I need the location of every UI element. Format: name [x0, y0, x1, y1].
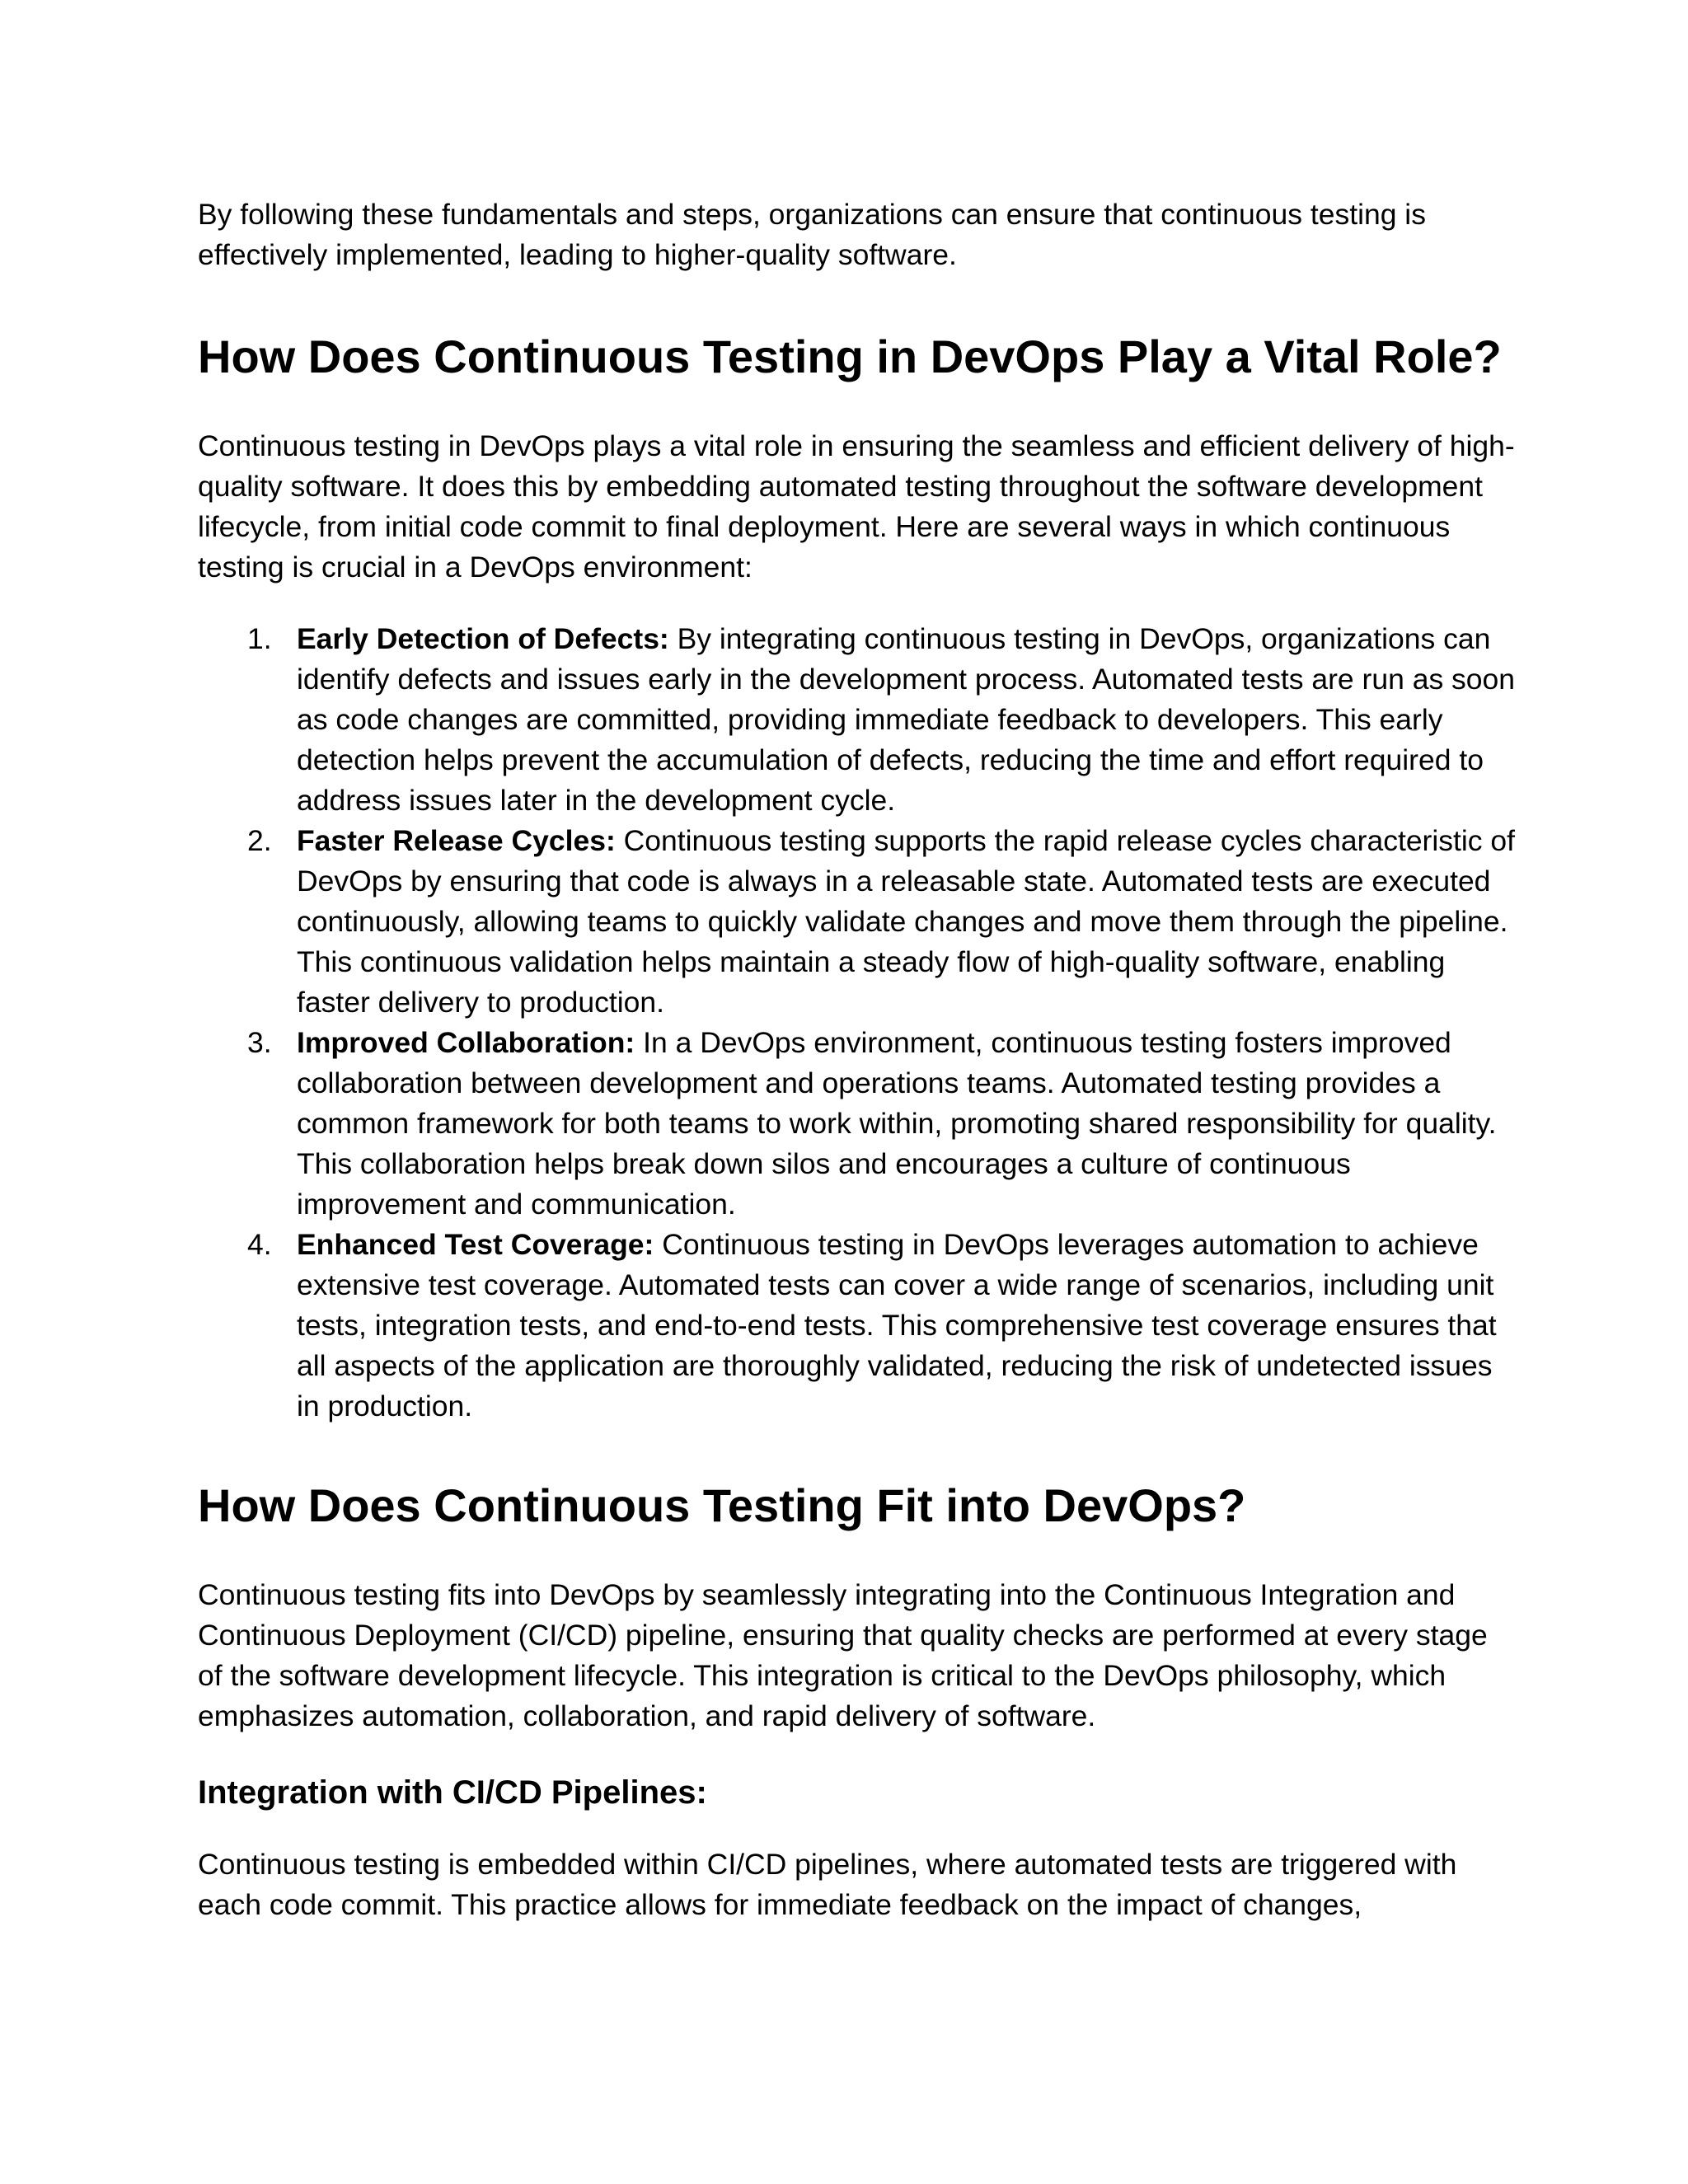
list-item-title: Faster Release Cycles:: [297, 824, 616, 857]
list-item: [198, 619, 1517, 821]
document-page: [198, 194, 1517, 1925]
list-item: [198, 821, 1517, 1023]
section-heading-fit-devops: How Does Continuous Testing Fit into DevOps?: [198, 1479, 1246, 1531]
intro-paragraph: By following these fundamentals and steps, organizations can ensure that continuous testing is effectively implemented, leading to higher-quality software.: [198, 198, 1426, 271]
list-item-text: By integrating continuous testing in DevOps, organizations can identify defects and issues early in the development process. Automated tests are run as soon as code changes are committed, providing immediate feedback to developers. This early detection helps prevent the accumulation of defects, reducing the time and effort required to address issues later in the development cycle.: [297, 622, 1516, 817]
fit-devops-paragraph: Continuous testing fits into DevOps by seamlessly integrating into the Continuous Integration and Continuous Deployment (CI/CD) pipeline, ensuring that quality checks are performed at every stage of the software development lifecycle. This integration is critical to the DevOps philosophy, which emphasizes automation, collaboration, and rapid delivery of software.: [198, 1578, 1488, 1732]
list-item-number: 4.: [247, 1228, 272, 1261]
list-item: [198, 1225, 1517, 1427]
cicd-paragraph: Continuous testing is embedded within CI/CD pipelines, where automated tests are triggered with each code commit. This practice allows for immediate feedback on the impact of changes,: [198, 1848, 1457, 1921]
list-item-text: Continuous testing supports the rapid release cycles characteristic of DevOps by ensuring that code is always in a releasable state. Automated tests are executed continuously, allowing teams to quickly validate changes and move them through the pipeline. This continuous validation helps maintain a steady flow of high-quality software, enabling faster delivery to production.: [297, 824, 1515, 1019]
list-item-number: 3.: [247, 1026, 272, 1059]
list-item-title: Improved Collaboration:: [297, 1026, 635, 1059]
list-item-text: In a DevOps environment, continuous testing fosters improved collaboration between development and operations teams. Automated testing provides a common framework for both teams to work within, promoting shared responsibility for quality. This collaboration helps break down silos and encourages a culture of continuous improvement and communication.: [297, 1026, 1497, 1221]
section-heading-vital-role: How Does Continuous Testing in DevOps Play a Vital Role?: [198, 330, 1502, 382]
list-item-title: Enhanced Test Coverage:: [297, 1228, 654, 1261]
list-item: [198, 1023, 1517, 1225]
subsection-heading-cicd: Integration with CI/CD Pipelines:: [198, 1774, 707, 1811]
benefits-list: [198, 619, 1517, 1427]
list-item-number: 1.: [247, 622, 272, 655]
vital-role-paragraph: Continuous testing in DevOps plays a vital role in ensuring the seamless and efficient delivery of high-quality software. It does this by embedding automated testing throughout the software development lifecycle, from initial code commit to final deployment. Here are several ways in which continuous testing is crucial in a DevOps environment:: [198, 429, 1515, 583]
list-item-text: Continuous testing in DevOps leverages automation to achieve extensive test coverage. Automated tests can cover a wide range of scenarios, including unit tests, integration tests, and end-to-end tests. This comprehensive test coverage ensures that all aspects of the application are thoroughly validated, reducing the risk of undetected issues in production.: [297, 1228, 1497, 1422]
list-item-number: 2.: [247, 824, 272, 857]
list-item-title: Early Detection of Defects:: [297, 622, 669, 655]
